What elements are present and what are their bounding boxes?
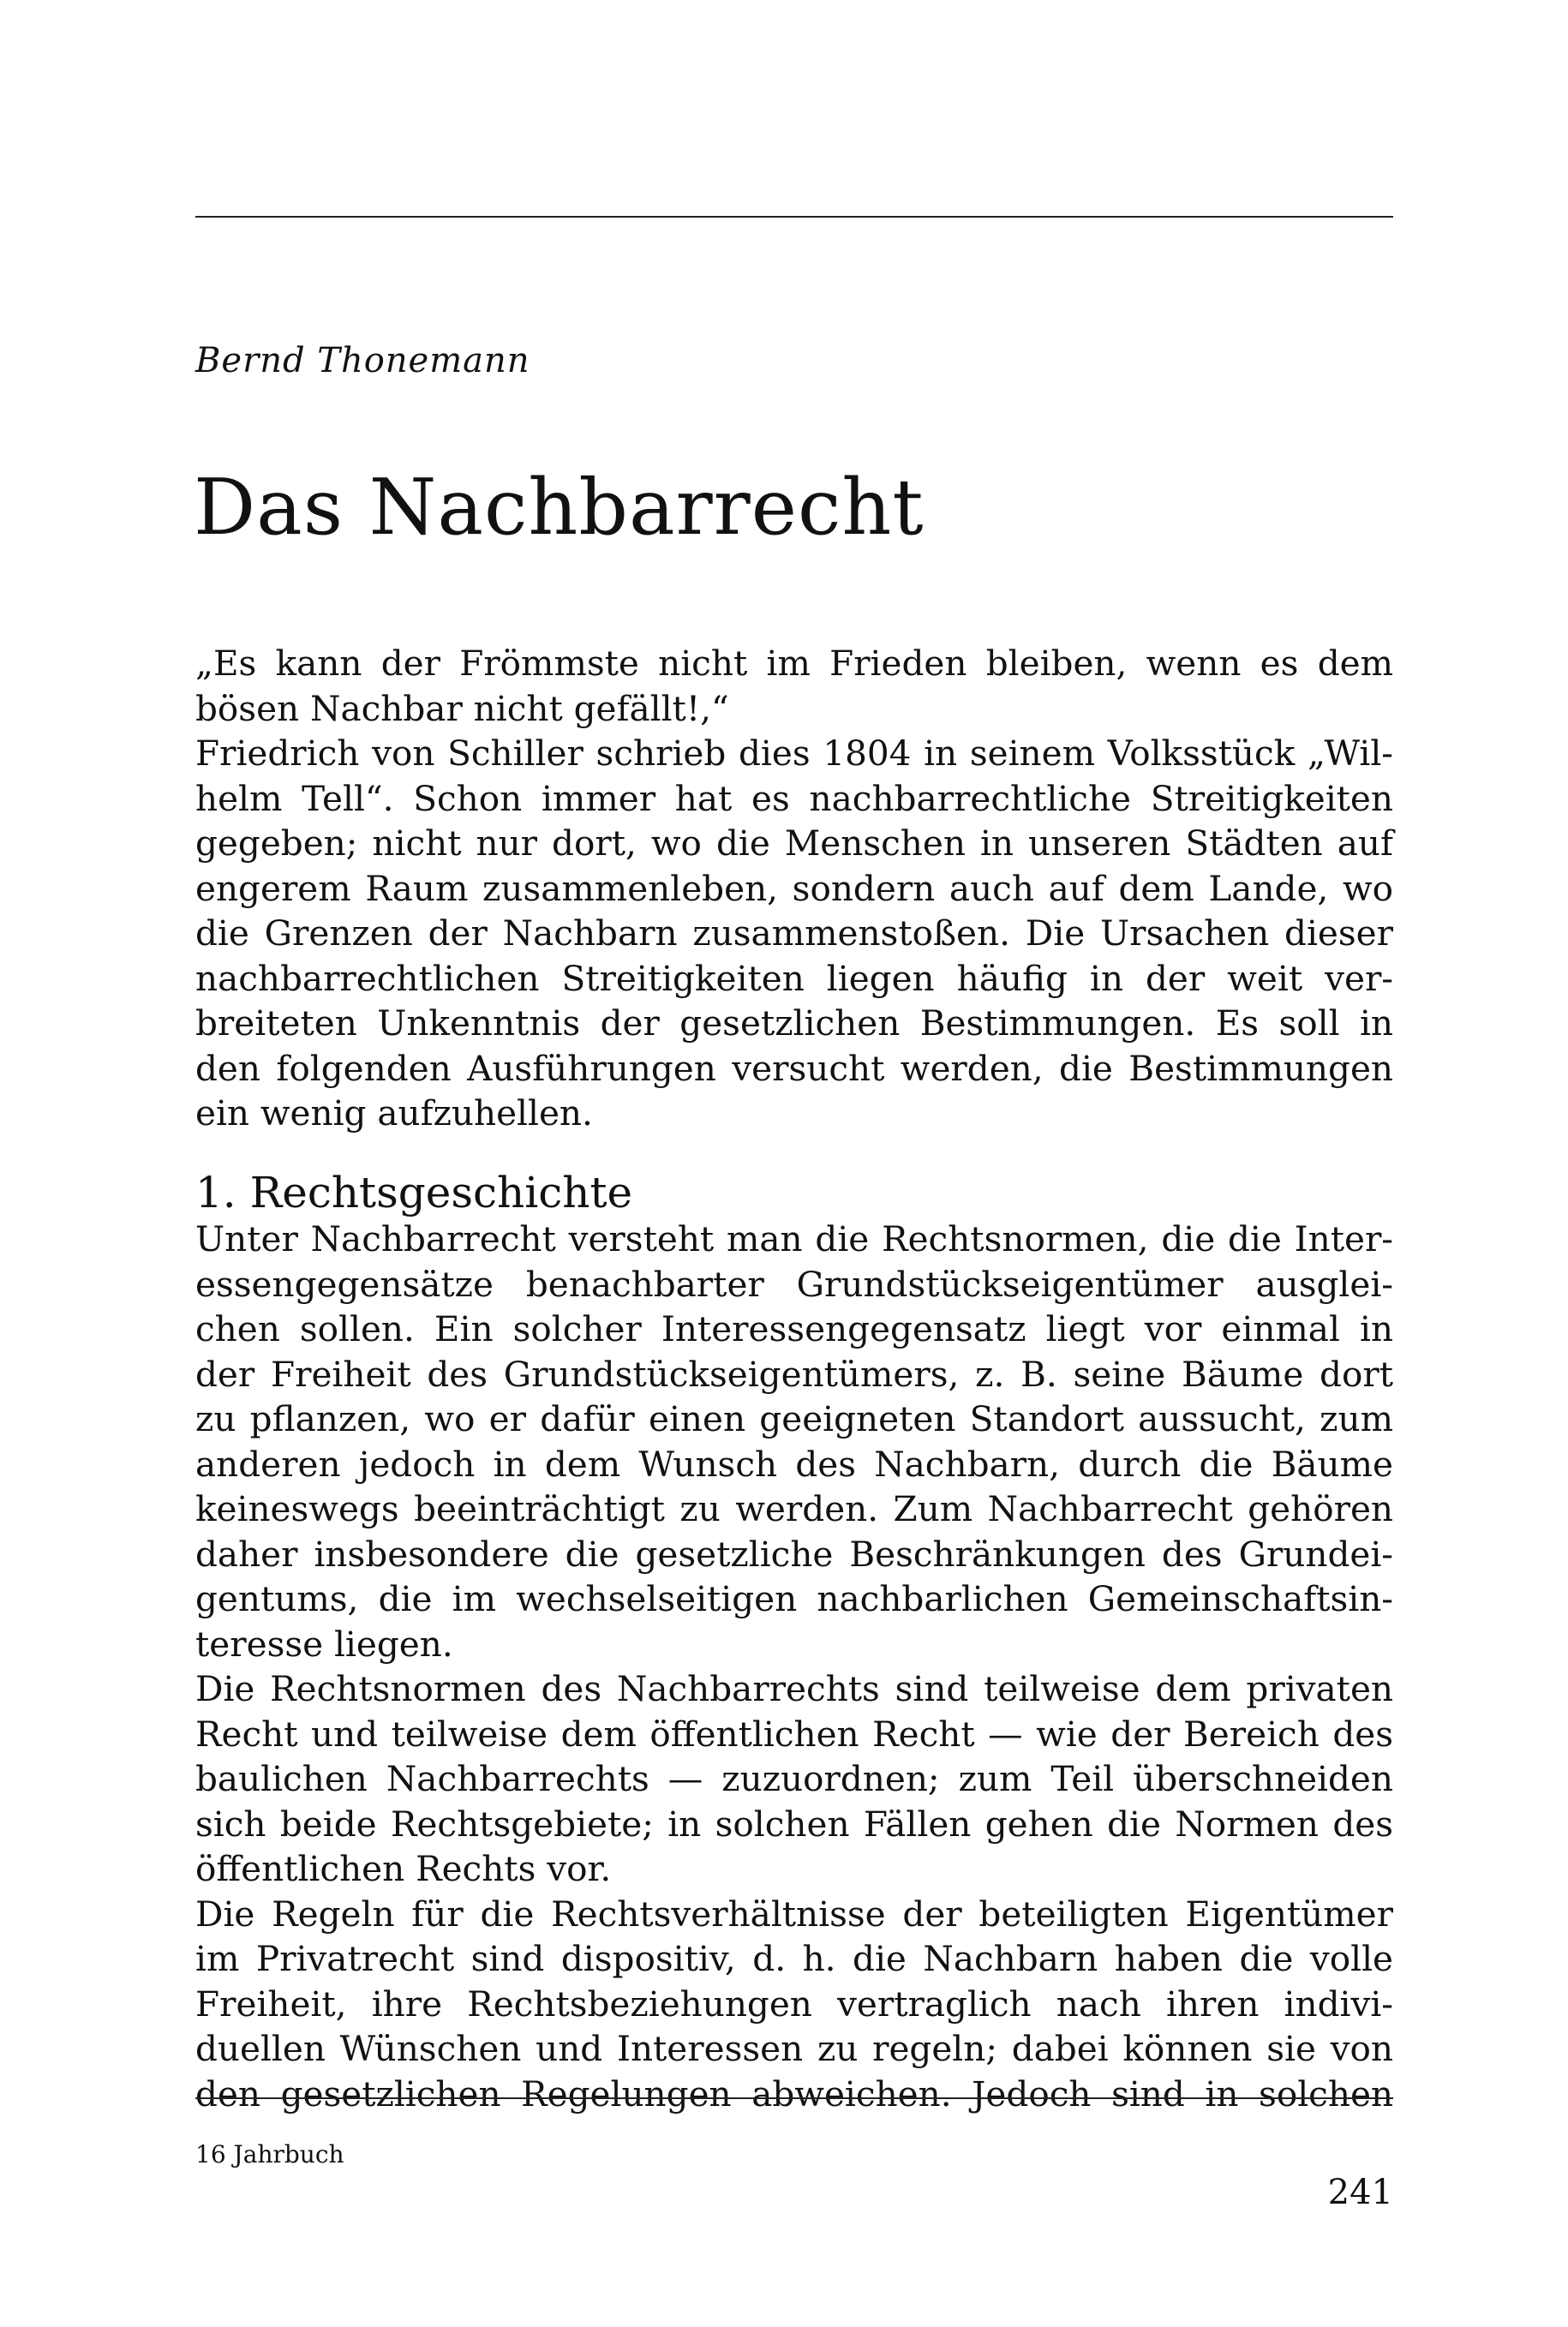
text-line: Unter Nachbarrecht versteht man die Rechtsnormen, die die Inter- [195, 1218, 1393, 1259]
text-line: anderen jedoch in dem Wunsch des Nachbarn, durch die Bäume [195, 1443, 1393, 1485]
footnote: 16 Jahrbuch [195, 2140, 344, 2168]
author-name: Bernd Thonemann [195, 341, 530, 380]
text-line: den gesetzlichen Regelungen abweichen. Jedoch sind in solchen [195, 2073, 1393, 2115]
section-body [195, 1217, 1393, 2116]
text-line: die Grenzen der Nachbarn zusammenstoßen. Die Ursachen dieser [195, 912, 1393, 954]
text-line: den folgenden Ausführungen versucht werden, die Bestimmungen [195, 1047, 1393, 1089]
text-line: „Es kann der Frömmste nicht im Frieden bleiben, wenn es dem [195, 643, 1393, 684]
text-line: sich beide Rechtsgebiete; in solchen Fällen gehen die Normen des [195, 1803, 1393, 1845]
text-line: Freiheit, ihre Rechtsbeziehungen vertraglich nach ihren indivi- [195, 1983, 1393, 2025]
text-line: teresse liegen. [195, 1623, 453, 1665]
page-title: Das Nachbarrecht [194, 463, 925, 553]
text-line: Friedrich von Schiller schrieb dies 1804 in seinem Volksstück „Wil- [195, 733, 1393, 774]
text-line: zu pflanzen, wo er dafür einen geeigneten Standort aussucht, zum [195, 1398, 1393, 1439]
text-line: ein wenig aufzuhellen. [195, 1092, 593, 1134]
text-line: daher insbesondere die gesetzliche Beschränkungen des Grundei- [195, 1533, 1393, 1575]
text-line: baulichen Nachbarrechts — zuzuordnen; zum Teil überschneiden [195, 1758, 1393, 1799]
text-line: öffentlichen Rechts vor. [195, 1848, 612, 1889]
section-heading: 1. Rechtsgeschichte [195, 1168, 633, 1217]
text-line: Die Rechtsnormen des Nachbarrechts sind teilweise dem privaten [195, 1668, 1393, 1709]
text-line: nachbarrechtlichen Streitigkeiten liegen häufig in der weit ver- [195, 957, 1393, 999]
bottom-rule [195, 2097, 1393, 2099]
intro-paragraph [195, 641, 1393, 1136]
text-line: chen sollen. Ein solcher Interessengegensatz liegt vor einmal in [195, 1308, 1393, 1349]
text-line: breiteten Unkenntnis der gesetzlichen Bestimmungen. Es soll in [195, 1002, 1393, 1044]
text-line: der Freiheit des Grundstückseigentümers, z. B. seine Bäume dort [195, 1353, 1393, 1395]
text-line: helm Tell“. Schon immer hat es nachbarrechtliche Streitigkeiten [195, 777, 1393, 819]
top-rule [195, 216, 1393, 218]
text-line: im Privatrecht sind dispositiv, d. h. die Nachbarn haben die volle [195, 1938, 1393, 1979]
page-number: 241 [1327, 2173, 1393, 2212]
text-line: essengegensätze benachbarter Grundstückseigentümer ausglei- [195, 1263, 1393, 1305]
text-line: engerem Raum zusammenleben, sondern auch auf dem Lande, wo [195, 867, 1393, 909]
text-line: keineswegs beeinträchtigt zu werden. Zum Nachbarrecht gehören [195, 1488, 1393, 1529]
text-line: gegeben; nicht nur dort, wo die Menschen in unseren Städten auf [195, 823, 1393, 864]
text-line: Die Regeln für die Rechtsverhältnisse der beteiligten Eigentümer [195, 1893, 1393, 1935]
text-line: duellen Wünschen und Interessen zu regeln; dabei können sie von [195, 2028, 1393, 2069]
text-line: Recht und teilweise dem öffentlichen Recht — wie der Bereich des [195, 1713, 1393, 1755]
text-line: bösen Nachbar nicht gefällt!,“ [195, 687, 729, 729]
text-line: gentums, die im wechselseitigen nachbarlichen Gemeinschaftsin- [195, 1578, 1393, 1619]
